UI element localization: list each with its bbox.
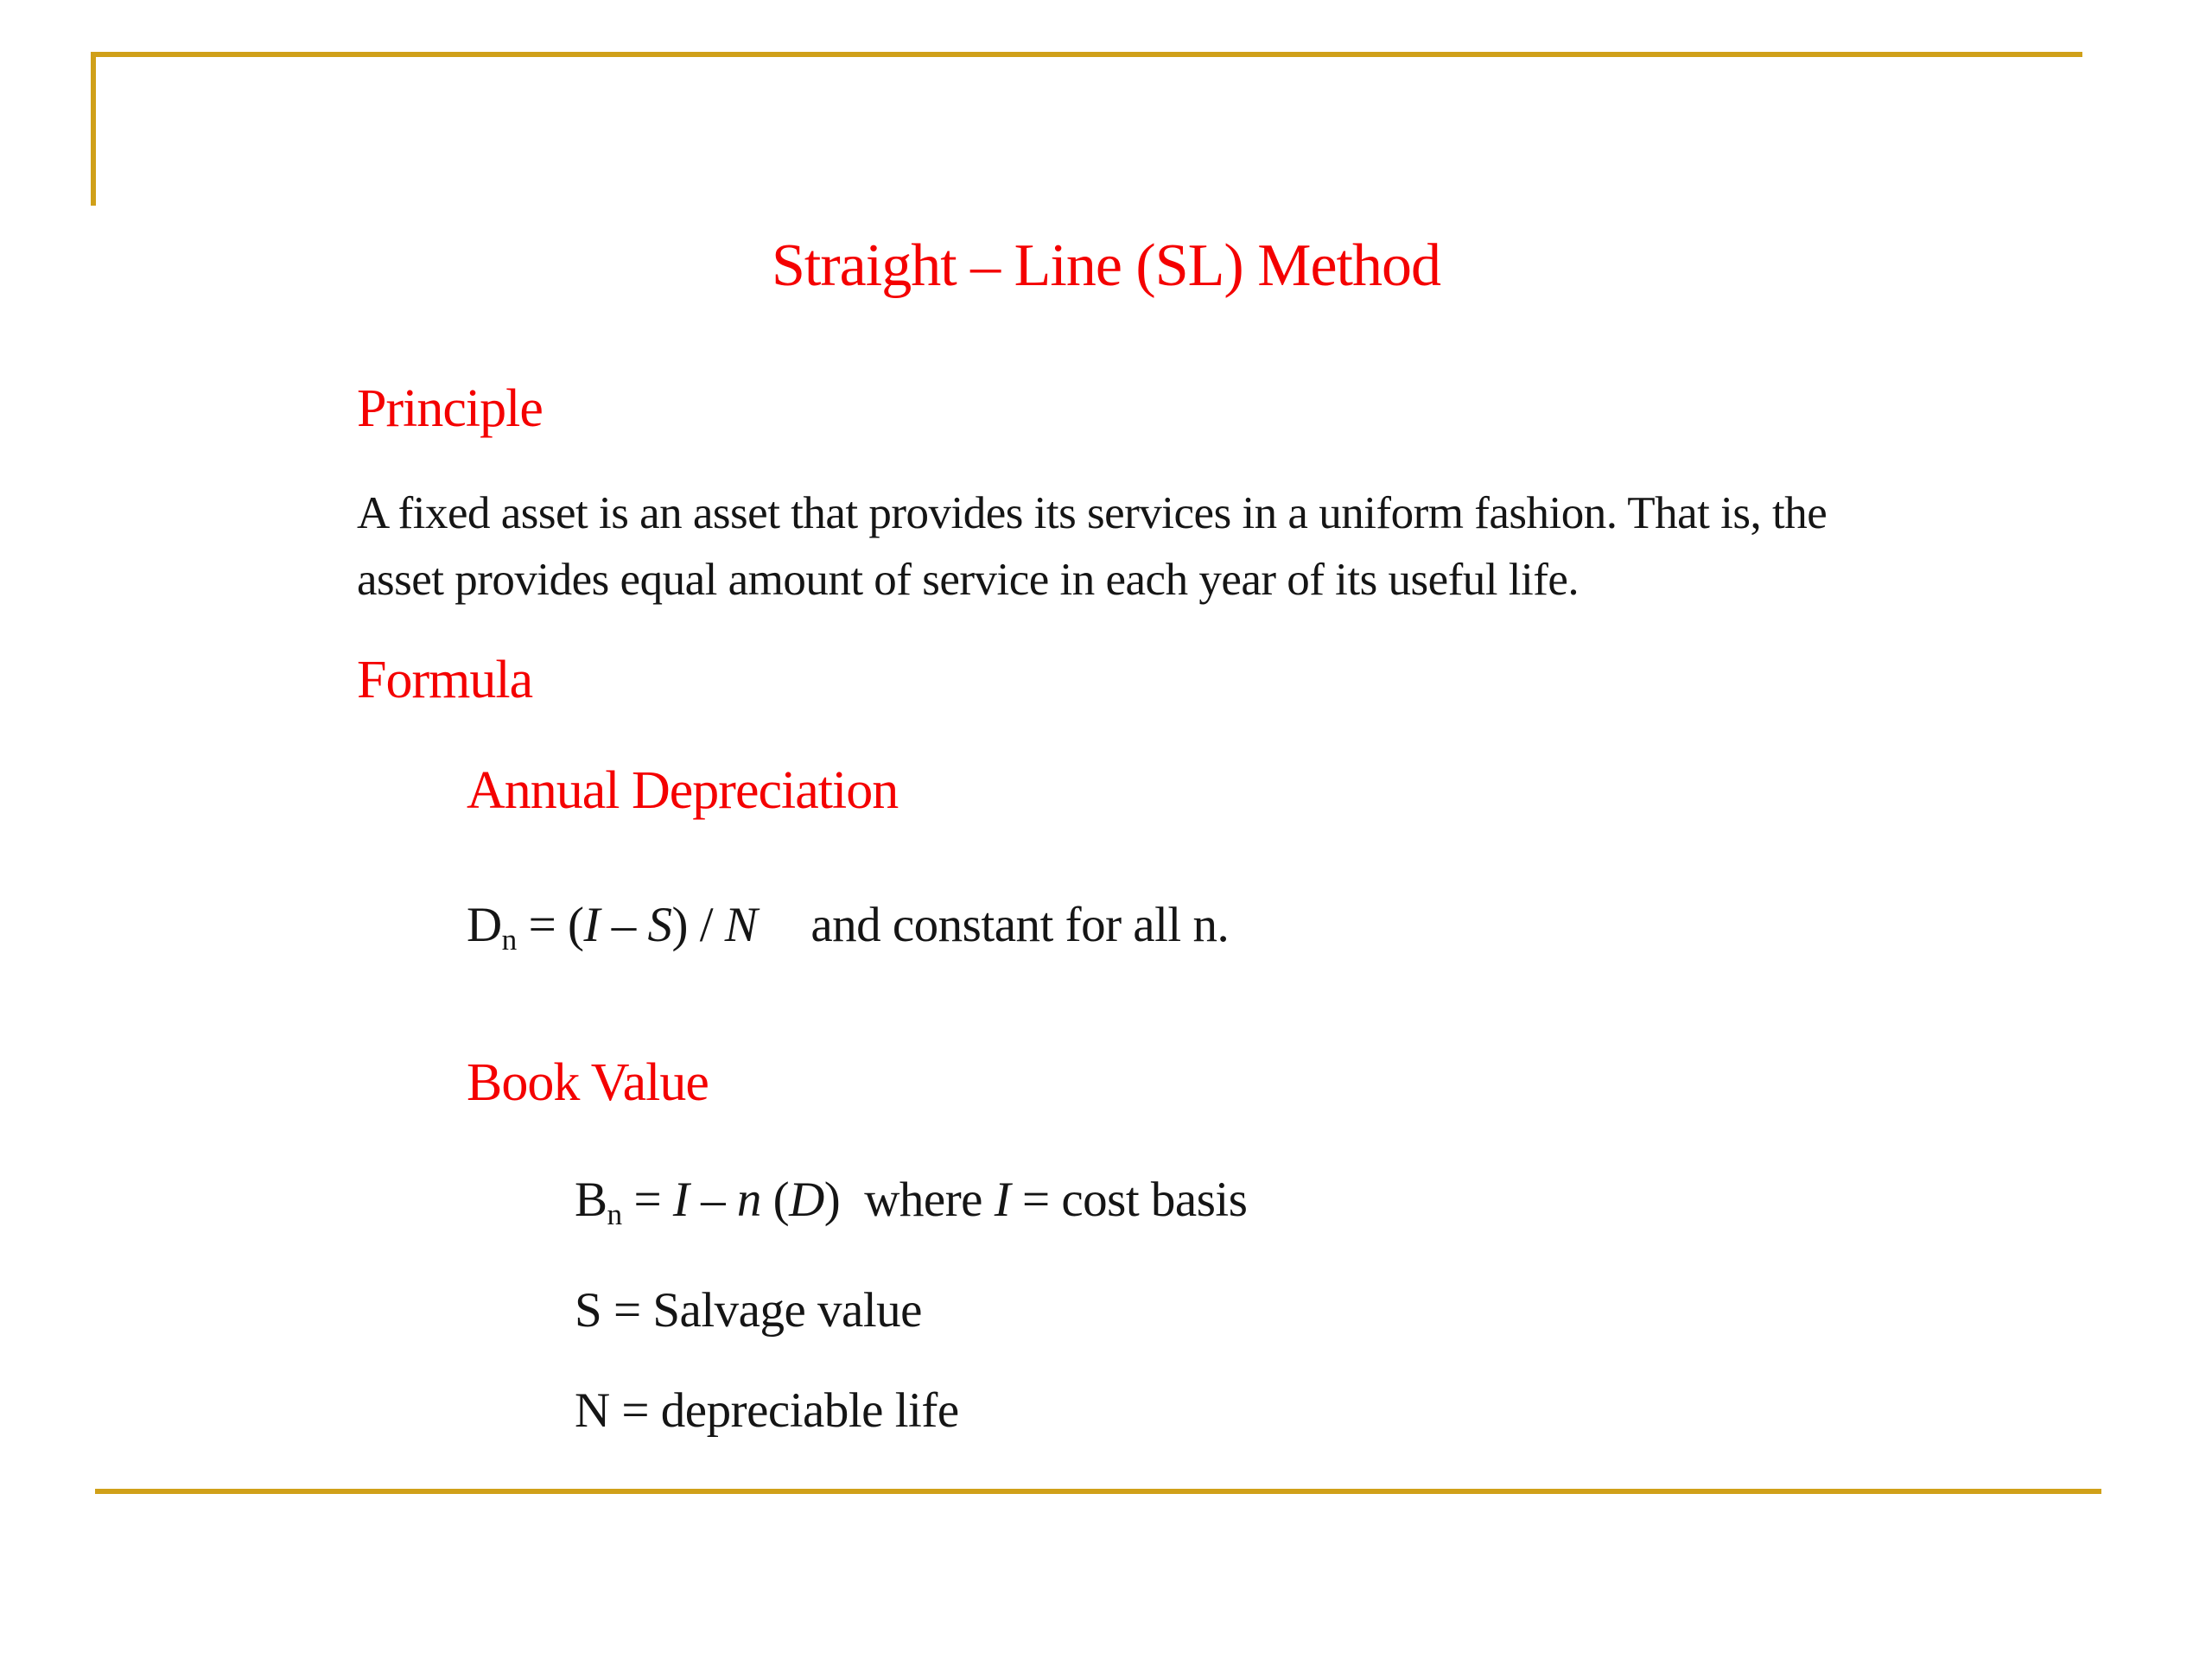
principle-heading: Principle xyxy=(357,379,543,438)
formula-b-var-i: I xyxy=(672,1173,690,1227)
salvage-value-definition: S = Salvage value xyxy=(575,1283,922,1338)
slide-title: Straight – Line (SL) Method xyxy=(771,232,1440,299)
formula-b-var-i2: I xyxy=(994,1173,1011,1227)
formula-constant-note: and constant for all n. xyxy=(810,898,1230,952)
book-value-heading: Book Value xyxy=(467,1053,709,1112)
depreciable-life-definition: N = depreciable life xyxy=(575,1383,959,1438)
bottom-border-rule xyxy=(95,1489,2101,1494)
formula-b-subscript: n xyxy=(607,1197,622,1231)
formula-var-i: I xyxy=(583,898,600,952)
book-value-formula xyxy=(575,1172,1247,1232)
annual-depreciation-formula xyxy=(467,897,1229,957)
formula-b-minus: – xyxy=(689,1173,737,1227)
formula-heading: Formula xyxy=(357,651,533,709)
formula-b-close-paren: ) xyxy=(823,1173,841,1227)
formula-var-n: N xyxy=(724,898,758,952)
formula-var-s: S xyxy=(647,898,672,952)
formula-b-base: B xyxy=(575,1173,607,1227)
formula-b-open-paren: ( xyxy=(760,1173,790,1227)
formula-b-var-n: n xyxy=(736,1173,761,1227)
formula-equals-open: = ( xyxy=(516,898,584,952)
formula-where-label: where xyxy=(864,1173,995,1227)
formula-b-equals: = xyxy=(621,1173,673,1227)
formula-b-var-d: D xyxy=(789,1173,824,1227)
formula-d-base: D xyxy=(467,898,502,952)
formula-d-subscript: n xyxy=(501,922,517,957)
formula-cost-basis-text: = cost basis xyxy=(1010,1173,1248,1227)
formula-close-divide: ) / xyxy=(671,898,725,952)
top-border-rule xyxy=(91,52,2082,57)
formula-minus: – xyxy=(599,898,648,952)
left-border-rule xyxy=(91,52,96,206)
principle-paragraph: A fixed asset is an asset that provides its services in a uniform fashion. That is, the asset provides equal amount of service in each year of its useful life. xyxy=(357,488,1827,605)
annual-depreciation-heading: Annual Depreciation xyxy=(467,761,899,820)
